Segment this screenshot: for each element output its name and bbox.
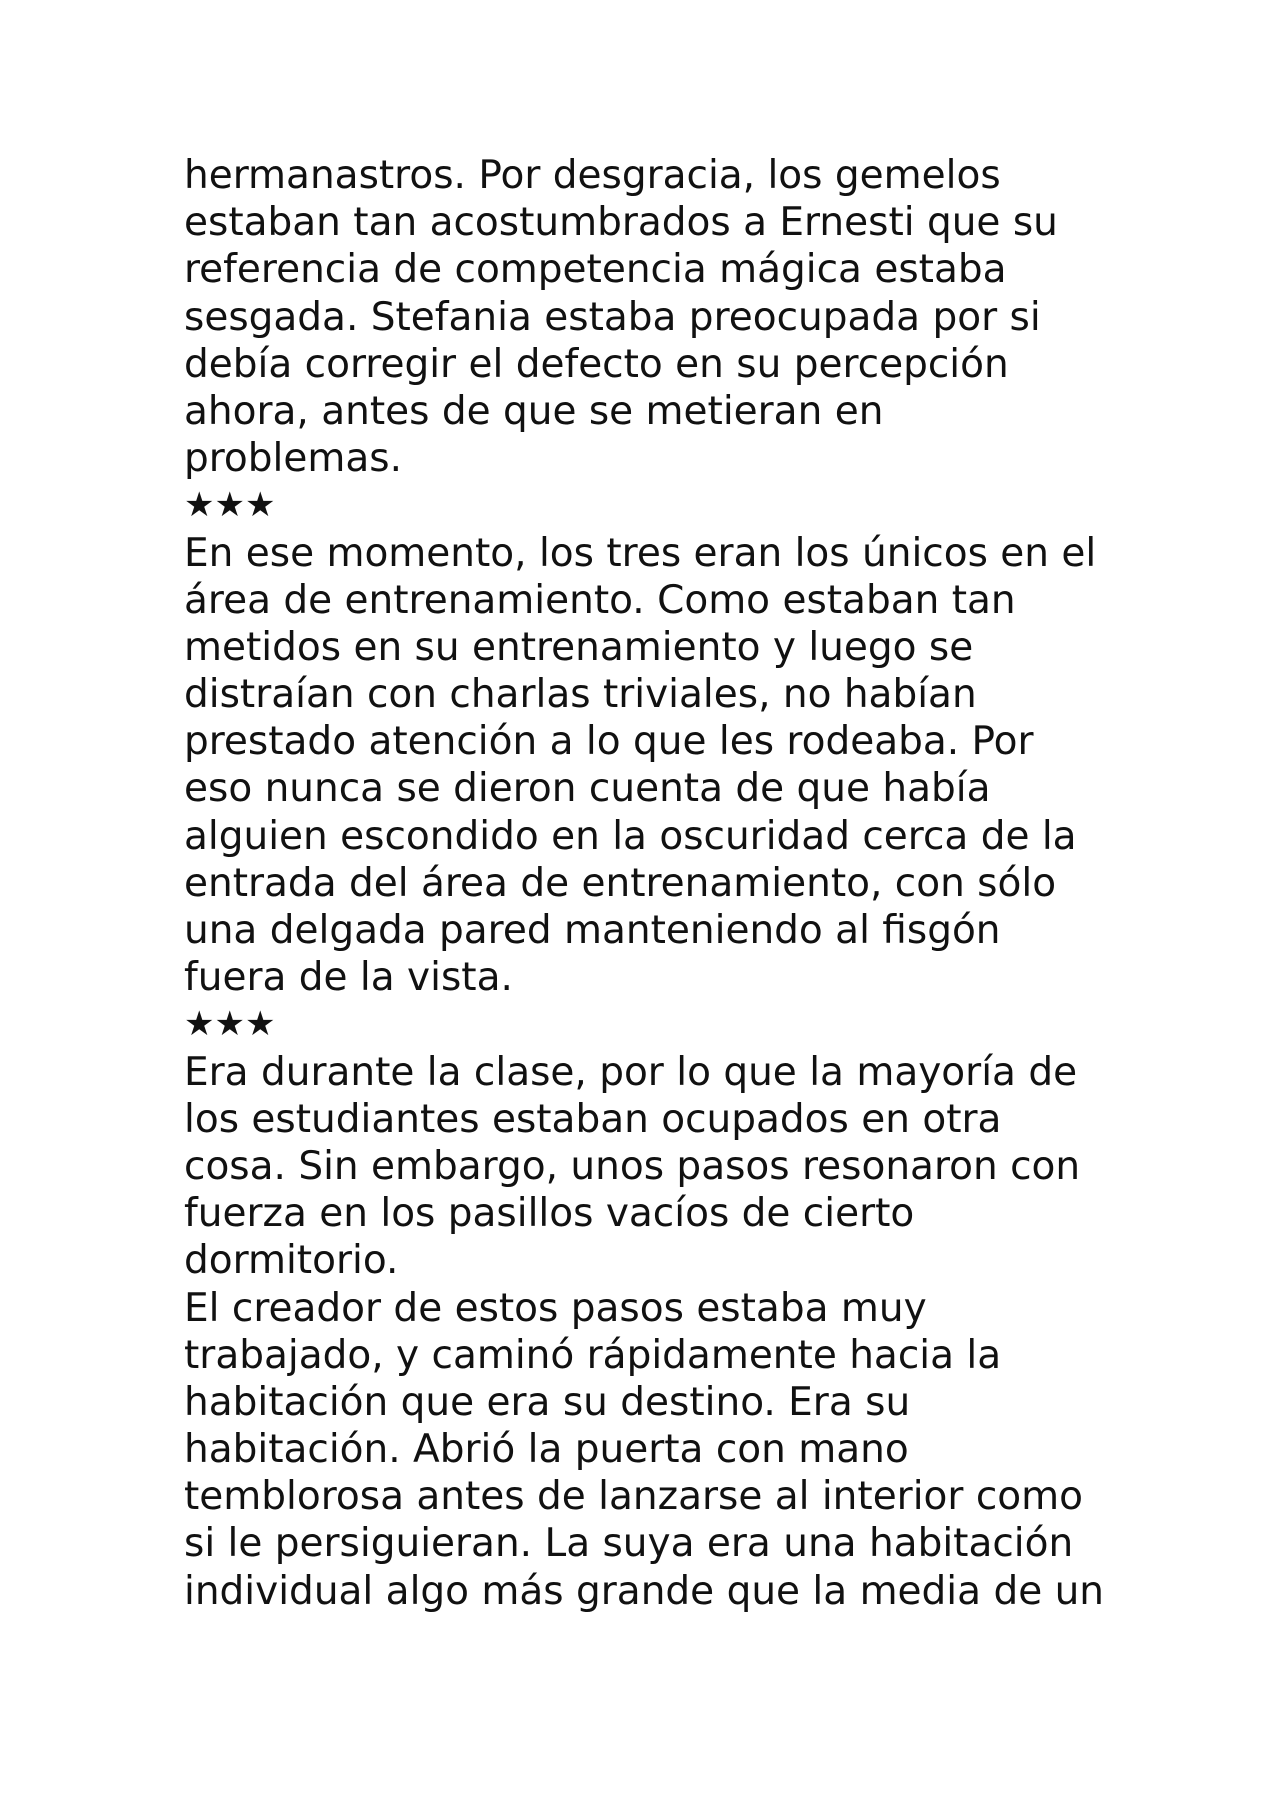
text-line: problemas. [184, 436, 402, 482]
text-line: una delgada pared manteniendo al fisgón [184, 908, 1001, 953]
text-line: habitación. Abrió la puerta con mano [184, 1427, 909, 1473]
text-line: habitación que era su destino. Era su [184, 1379, 911, 1425]
text-line: ahora, antes de que se metieran en [184, 388, 884, 434]
text-line: fuerza en los pasillos vacíos de cierto [184, 1191, 915, 1237]
text-line: En ese momento, los tres eran los únicos en el [184, 530, 1097, 576]
text-line: Era durante la clase, por lo que la mayoría de [184, 1049, 1078, 1095]
text-line: debía corregir el defecto en su percepción [184, 341, 1009, 387]
text-line: temblorosa antes de lanzarse al interior como [184, 1474, 1083, 1520]
text-line: entrada del área de entrenamiento, con sólo [184, 860, 1057, 906]
scene-break-stars: ★★★ [184, 1004, 276, 1045]
text-line: trabajado, y caminó rápidamente hacia la [184, 1332, 1002, 1378]
text-line: área de entrenamiento. Como estaban tan [184, 577, 1016, 623]
text-line: alguien escondido en la oscuridad cerca de la [184, 813, 1077, 859]
text-line: El creador de estos pasos estaba muy [184, 1285, 927, 1331]
text-line: los estudiantes estaban ocupados en otra [184, 1096, 1002, 1142]
text-line: sesgada. Stefania estaba preocupada por si [184, 294, 1041, 340]
text-line: referencia de competencia mágica estaba [184, 247, 1007, 293]
text-line: individual algo más grande que la media de un [184, 1568, 1105, 1614]
text-line: metidos en su entrenamiento y luego se [184, 624, 974, 670]
text-line: cosa. Sin embargo, unos pasos resonaron con [184, 1143, 1081, 1189]
text-line: eso nunca se dieron cuenta de que había [184, 766, 991, 812]
scene-break-stars: ★★★ [184, 485, 276, 526]
text-line: fuera de la vista. [184, 955, 513, 1001]
text-line: hermanastros. Por desgracia, los gemelos [184, 153, 1001, 198]
text-line: prestado atención a lo que les rodeaba. Por [184, 719, 1034, 765]
text-line: dormitorio. [184, 1238, 399, 1284]
body-text [184, 152, 1124, 1615]
text-line: si le persiguieran. La suya era una habitación [184, 1521, 1074, 1567]
text-line: distraían con charlas triviales, no habían [184, 672, 977, 718]
text-line: estaban tan acostumbrados a Ernesti que su [184, 200, 1058, 246]
